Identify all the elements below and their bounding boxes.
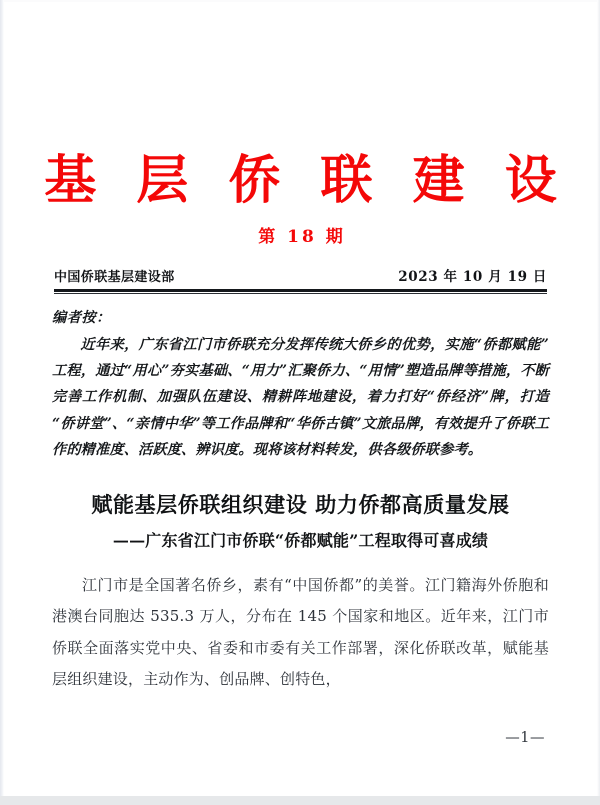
masthead-title: 基 层 侨 联 建 设 <box>44 150 568 211</box>
page-edge-bottom <box>0 796 600 805</box>
header-rule-thick <box>54 289 547 292</box>
article-paragraph: 江门市是全国著名侨乡，素有“中国侨都”的美誉。江门籍海外侨胞和港澳台同胞达 535.3 万人，分布在 145 个国家和地区。近年来，江门市侨联全面落实党中央、省委和市委有关工作部署，深化侨联改革，赋能基层组织建设，主动作为、创品牌、创特色， <box>52 575 549 689</box>
header-separator-rules <box>54 289 547 294</box>
page-number: —1— <box>505 730 545 746</box>
article-subtitle: ——广东省江门市侨联“侨都赋能”工程取得可喜成绩 <box>112 530 489 550</box>
publication-date: 2023 年 10 月 19 日 <box>398 269 547 285</box>
article-title: 赋能基层侨联组织建设 助力侨都高质量发展 <box>91 491 510 517</box>
header-rule-thin <box>54 293 547 294</box>
masthead-issue-number: 第 18 期 <box>258 227 346 247</box>
document-header-row <box>54 265 547 285</box>
masthead <box>4 150 597 248</box>
document-page <box>4 2 597 796</box>
article-body <box>52 570 549 696</box>
editor-note-body: 近年来，广东省江门市侨联充分发挥传统大侨乡的优势，实施“侨都赋能”工程，通过“用心”夯实基础、“用力”汇聚侨力、“用情”塑造品牌等措施，不断完善工作机制、加强队伍建设、精耕阵地建设，着力打好“侨经济”牌，打造“侨讲堂”、“亲情中华”等工作品牌和“华侨古镇”文旅品牌，有效提升了侨联工作的精准度、活跃度、辨识度。现将该材料转发，供各级侨联参考。 <box>52 336 549 459</box>
issuing-department: 中国侨联基层建设部 <box>54 270 175 285</box>
editor-note-label: 编者按： <box>52 310 111 327</box>
editor-note-block <box>52 305 549 463</box>
